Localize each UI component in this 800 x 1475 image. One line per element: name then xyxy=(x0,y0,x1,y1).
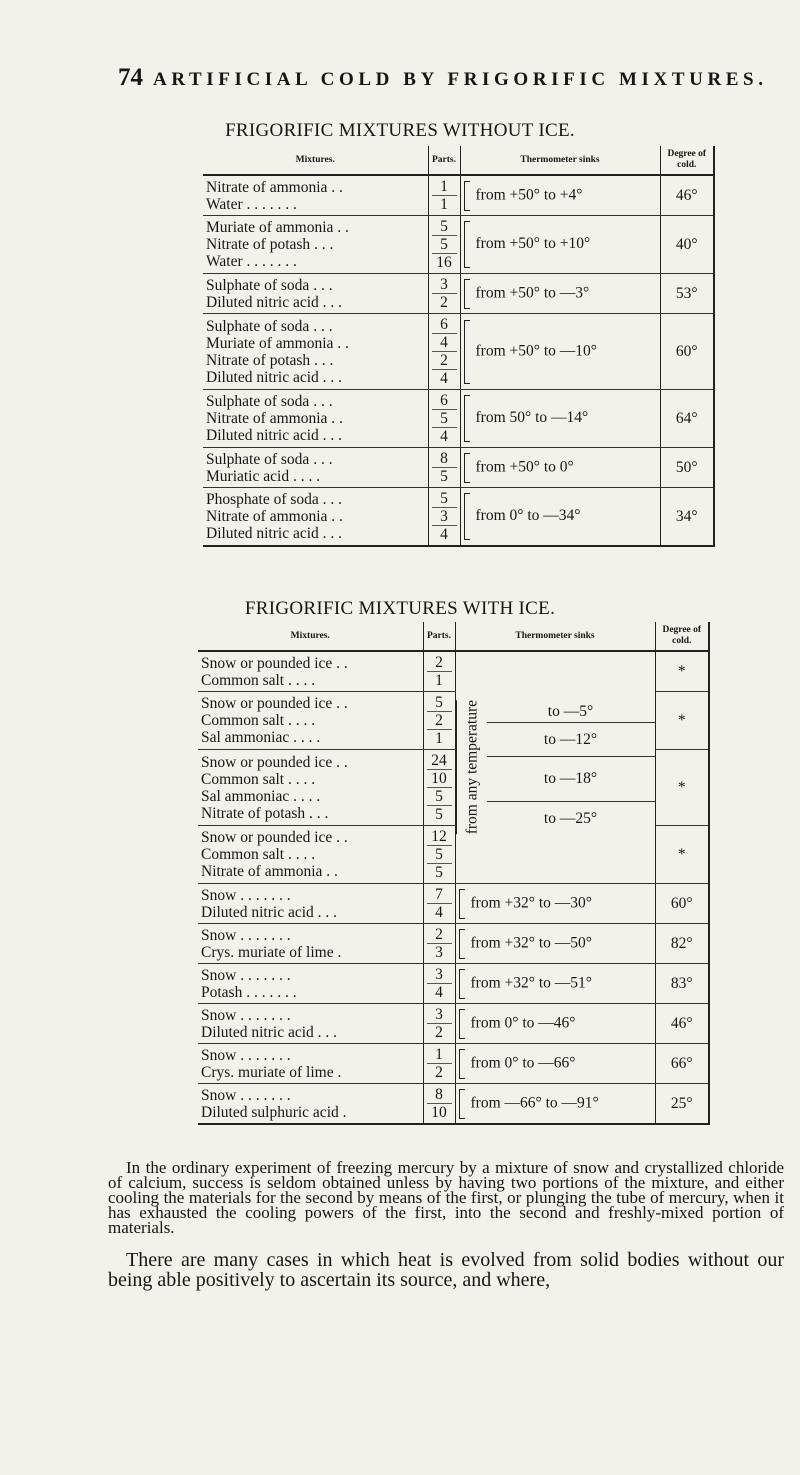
range-text: from +50° to 0° xyxy=(475,458,574,476)
brace-mark xyxy=(464,493,470,540)
ingredient-name: Potash . . . . . . . xyxy=(201,983,297,1001)
range-text: from +50° to +4° xyxy=(475,186,583,204)
thermometer-range xyxy=(455,1004,655,1044)
degree-of-cold: 46° xyxy=(655,1004,709,1044)
ingredient-name: Snow . . . . . . . xyxy=(201,886,291,904)
thermometer-range xyxy=(460,314,660,390)
header-parts: Parts. xyxy=(423,622,455,651)
mixture-ingredients xyxy=(198,1004,423,1044)
header-thermometer: Thermometer sinks xyxy=(460,146,660,175)
ingredient-parts: 3 xyxy=(427,966,452,984)
ingredient-parts: 2 xyxy=(432,352,457,370)
thermometer-range xyxy=(487,802,655,835)
ingredient-name: Snow . . . . . . . xyxy=(201,926,291,944)
ingredient-name: Sal ammoniac . . . . xyxy=(201,729,321,746)
ingredient-name: Nitrate of ammonia . . xyxy=(206,508,343,525)
mixture-row xyxy=(203,274,714,314)
ingredient-parts: 3 xyxy=(427,1006,452,1024)
range-text: from 0° to —34° xyxy=(475,507,581,525)
thermometer-range xyxy=(455,924,655,964)
ingredient-parts: 1 xyxy=(435,672,443,689)
ingredient-parts: 5 xyxy=(435,864,443,881)
ingredient-name: Nitrate of ammonia . . xyxy=(206,410,343,427)
header-mixtures: Mixtures. xyxy=(198,622,423,651)
ingredient-parts: 5 xyxy=(432,490,457,508)
brace-mark xyxy=(459,1089,465,1119)
degree-of-cold: * xyxy=(655,826,709,884)
mixture-row xyxy=(203,390,714,448)
degree-of-cold: 60° xyxy=(660,314,714,390)
ingredient-name: Snow or pounded ice . . xyxy=(201,695,348,712)
brace-mark xyxy=(459,969,465,999)
mixture-parts xyxy=(428,448,460,488)
range-text: from +50° to +10° xyxy=(475,235,591,253)
mixture-ingredients xyxy=(203,488,428,547)
range-text: from +32° to —30° xyxy=(470,894,592,912)
range-text: from +50° to —10° xyxy=(475,342,597,360)
degree-of-cold: 64° xyxy=(660,390,714,448)
body-paragraph-2: There are many cases in which heat is evolved from solid bodies without our being able positively to ascertain its source, and where, xyxy=(108,1249,784,1291)
mixture-ingredients xyxy=(198,884,423,924)
page-header xyxy=(118,64,778,92)
mixture-ingredients xyxy=(198,826,423,884)
ingredient-parts: 3 xyxy=(435,944,443,961)
ingredient-name: Muriatic acid . . . . xyxy=(206,467,321,485)
ingredient-parts: 5 xyxy=(427,788,452,806)
page-number: 74 xyxy=(118,64,143,91)
mixture-ingredients xyxy=(203,216,428,274)
degree-of-cold: 34° xyxy=(660,488,714,547)
ingredient-name: Sulphate of soda . . . xyxy=(206,393,333,410)
thermometer-range xyxy=(460,390,660,448)
ingredient-parts: 4 xyxy=(432,334,457,352)
ingredient-name: Nitrate of potash . . . xyxy=(206,351,334,369)
ingredient-parts: 6 xyxy=(432,392,457,410)
brace-mark xyxy=(459,1009,465,1039)
mixture-parts xyxy=(423,1084,455,1125)
degree-of-cold: * xyxy=(655,692,709,750)
mixture-ingredients xyxy=(203,314,428,390)
ingredient-name: Phosphate of soda . . . xyxy=(206,491,343,508)
degree-of-cold: 66° xyxy=(655,1044,709,1084)
thermometer-range xyxy=(460,175,660,216)
mixture-ingredients xyxy=(198,1084,423,1125)
ingredient-parts: 2 xyxy=(440,294,448,311)
ingredient-name: Nitrate of ammonia . . xyxy=(206,178,343,196)
any-temperature-cell xyxy=(455,651,655,884)
ingredient-name: Snow . . . . . . . xyxy=(201,1046,291,1064)
ingredient-parts: 2 xyxy=(427,926,452,944)
ingredient-name: Nitrate of potash . . . xyxy=(206,236,334,253)
ingredient-name: Snow . . . . . . . xyxy=(201,1086,291,1104)
thermometer-range xyxy=(455,1084,655,1125)
ingredient-parts: 8 xyxy=(432,450,457,468)
degree-of-cold: 40° xyxy=(660,216,714,274)
ingredient-parts: 12 xyxy=(427,828,452,846)
ingredient-name: Snow or pounded ice . . xyxy=(201,753,348,771)
brace-mark xyxy=(459,929,465,959)
ingredient-name: Diluted nitric acid . . . xyxy=(206,293,343,311)
range-text: to —12° xyxy=(543,731,598,749)
degree-of-cold: 50° xyxy=(660,448,714,488)
header-degree: Degree of cold. xyxy=(655,622,709,651)
header-degree: Degree of cold. xyxy=(660,146,714,175)
ingredient-name: Snow or pounded ice . . xyxy=(201,654,348,672)
ingredient-name: Common salt . . . . xyxy=(201,846,316,863)
ingredient-parts: 8 xyxy=(427,1086,452,1104)
mixture-row xyxy=(198,1004,709,1044)
ingredient-parts: 4 xyxy=(435,904,443,921)
mixture-ingredients xyxy=(203,175,428,216)
ingredient-name: Diluted nitric acid . . . xyxy=(206,368,343,386)
ingredient-parts: 10 xyxy=(431,1104,447,1121)
brace-mark xyxy=(464,320,470,384)
mixture-parts xyxy=(428,274,460,314)
mixture-parts xyxy=(428,314,460,390)
ingredient-name: Snow . . . . . . . xyxy=(201,1006,291,1024)
degree-of-cold: 46° xyxy=(660,175,714,216)
range-text: to —5° xyxy=(547,702,594,720)
ingredient-name: Diluted nitric acid . . . xyxy=(201,1023,338,1041)
thermometer-range xyxy=(460,274,660,314)
header-thermometer: Thermometer sinks xyxy=(455,622,655,651)
thermometer-range xyxy=(455,1044,655,1084)
mixture-parts xyxy=(423,826,455,884)
mixture-parts xyxy=(423,750,455,826)
mixture-parts xyxy=(428,216,460,274)
brace-mark xyxy=(459,1049,465,1079)
ingredient-name: Nitrate of potash . . . xyxy=(201,804,329,822)
range-text: from 0° to —46° xyxy=(470,1014,576,1032)
ingredient-name: Sal ammoniac . . . . xyxy=(201,787,321,805)
mixture-parts xyxy=(428,390,460,448)
ingredient-parts: 5 xyxy=(427,846,452,864)
table-with-ice xyxy=(198,622,710,1125)
ingredient-name: Nitrate of ammonia . . xyxy=(201,863,338,880)
degree-of-cold: 53° xyxy=(660,274,714,314)
ingredient-name: Diluted nitric acid . . . xyxy=(206,525,343,542)
ingredient-parts: 4 xyxy=(440,526,448,543)
ingredient-parts: 4 xyxy=(435,984,443,1001)
degree-of-cold: 60° xyxy=(655,884,709,924)
ingredient-parts: 7 xyxy=(427,886,452,904)
ingredient-name: Water . . . . . . . xyxy=(206,253,297,270)
ingredient-parts: 1 xyxy=(435,730,443,747)
ingredient-parts: 1 xyxy=(432,178,457,196)
ingredient-name: Water . . . . . . . xyxy=(206,195,297,213)
header-mixtures: Mixtures. xyxy=(203,146,428,175)
thermometer-range xyxy=(487,723,655,757)
ingredient-name: Snow or pounded ice . . xyxy=(201,829,348,846)
thermometer-range xyxy=(487,757,655,802)
range-text: from +32° to —50° xyxy=(470,934,592,952)
mixture-row xyxy=(198,884,709,924)
degree-of-cold: * xyxy=(655,651,709,692)
ingredient-parts: 5 xyxy=(435,806,443,823)
range-text: from —66° to —91° xyxy=(470,1094,599,1112)
ingredient-name: Muriate of ammonia . . xyxy=(206,219,349,236)
ingredient-name: Snow . . . . . . . xyxy=(201,966,291,984)
ingredient-parts: 5 xyxy=(432,218,457,236)
thermometer-range xyxy=(460,448,660,488)
mixture-row xyxy=(198,1084,709,1125)
ingredient-parts: 4 xyxy=(440,428,448,445)
ingredient-name: Crys. muriate of lime . xyxy=(201,943,342,961)
any-temperature-label: from any temperature xyxy=(456,700,487,834)
mixture-parts xyxy=(423,651,455,692)
mixture-parts xyxy=(423,1004,455,1044)
mixture-row xyxy=(203,314,714,390)
mixture-ingredients xyxy=(203,390,428,448)
range-text: to —25° xyxy=(543,809,598,827)
mixture-parts xyxy=(423,692,455,750)
degree-of-cold: 25° xyxy=(655,1084,709,1125)
thermometer-range xyxy=(460,216,660,274)
mixture-row xyxy=(198,924,709,964)
range-text: from +32° to —51° xyxy=(470,974,592,992)
ingredient-name: Sulphate of soda . . . xyxy=(206,317,333,335)
ingredient-name: Common salt . . . . xyxy=(201,770,316,788)
range-text: to —18° xyxy=(543,770,598,788)
mixture-row xyxy=(203,216,714,274)
ingredient-parts: 5 xyxy=(432,236,457,254)
degree-of-cold: 83° xyxy=(655,964,709,1004)
ingredient-name: Crys. muriate of lime . xyxy=(201,1063,342,1081)
mixture-parts xyxy=(428,488,460,547)
mixture-row xyxy=(203,175,714,216)
thermometer-range xyxy=(455,884,655,924)
table-without-ice xyxy=(203,146,715,547)
ingredient-parts: 16 xyxy=(436,254,452,271)
mixture-parts xyxy=(423,884,455,924)
brace-mark xyxy=(459,889,465,919)
ingredient-parts: 1 xyxy=(427,1046,452,1064)
mixture-row xyxy=(198,964,709,1004)
mixture-row xyxy=(203,488,714,547)
ingredient-name: Diluted nitric acid . . . xyxy=(206,427,343,444)
mixture-row xyxy=(203,448,714,488)
ingredient-name: Sulphate of soda . . . xyxy=(206,450,333,468)
ingredient-parts: 10 xyxy=(427,770,452,788)
brace-mark xyxy=(464,395,470,442)
mixture-row xyxy=(198,651,709,692)
degree-of-cold: 82° xyxy=(655,924,709,964)
ingredient-name: Muriate of ammonia . . xyxy=(206,334,349,352)
range-text: from +50° to —3° xyxy=(475,284,590,302)
mixture-row xyxy=(198,1044,709,1084)
mixture-ingredients xyxy=(198,692,423,750)
body-paragraph-1: In the ordinary experiment of freezing mercury by a mixture of snow and crystallized chloride of calcium, success is seldom obtained unless by having two portions of the mixture, and either cooling the materials for the second by means of the first, or plunging the tube of mercury, when it has exhausted the cooling powers of the first, into the second and freshly-mixed portion of materials. xyxy=(108,1158,784,1237)
table1-caption: FRIGORIFIC MIXTURES WITHOUT ICE. xyxy=(225,120,575,141)
ingredient-parts: 2 xyxy=(427,654,452,672)
ingredient-parts: 3 xyxy=(432,276,457,294)
mixture-ingredients xyxy=(198,750,423,826)
ingredient-parts: 1 xyxy=(440,196,448,213)
header-parts: Parts. xyxy=(428,146,460,175)
mixture-ingredients xyxy=(203,274,428,314)
ingredient-parts: 6 xyxy=(432,316,457,334)
ingredient-name: Common salt . . . . xyxy=(201,712,316,729)
thermometer-range xyxy=(487,700,655,723)
ingredient-name: Diluted sulphuric acid . xyxy=(201,1103,347,1121)
ingredient-parts: 5 xyxy=(440,468,448,485)
brace-mark xyxy=(464,279,470,309)
brace-mark xyxy=(464,181,470,211)
ingredient-name: Sulphate of soda . . . xyxy=(206,276,333,294)
mixture-ingredients xyxy=(198,964,423,1004)
running-title: ARTIFICIAL COLD BY FRIGORIFIC MIXTURES. xyxy=(153,69,768,90)
ingredient-parts: 2 xyxy=(435,1064,443,1081)
mixture-ingredients xyxy=(203,448,428,488)
mixture-parts xyxy=(423,964,455,1004)
table2-caption: FRIGORIFIC MIXTURES WITH ICE. xyxy=(244,598,556,619)
thermometer-range xyxy=(460,488,660,547)
ingredient-parts: 2 xyxy=(427,712,452,730)
mixture-ingredients xyxy=(198,1044,423,1084)
ingredient-name: Diluted nitric acid . . . xyxy=(201,903,338,921)
brace-mark xyxy=(464,221,470,268)
ingredient-parts: 4 xyxy=(440,370,448,387)
ingredient-parts: 5 xyxy=(427,694,452,712)
mixture-ingredients xyxy=(198,924,423,964)
ingredient-parts: 2 xyxy=(435,1024,443,1041)
degree-of-cold: * xyxy=(655,750,709,826)
mixture-parts xyxy=(423,1044,455,1084)
ingredient-parts: 24 xyxy=(427,752,452,770)
mixture-ingredients xyxy=(198,651,423,692)
brace-mark xyxy=(464,453,470,483)
ingredient-name: Common salt . . . . xyxy=(201,671,316,689)
thermometer-range xyxy=(455,964,655,1004)
mixture-parts xyxy=(423,924,455,964)
range-text: from 0° to —66° xyxy=(470,1054,576,1072)
ingredient-parts: 3 xyxy=(432,508,457,526)
ingredient-parts: 5 xyxy=(432,410,457,428)
mixture-parts xyxy=(428,175,460,216)
range-text: from 50° to —14° xyxy=(475,409,589,427)
